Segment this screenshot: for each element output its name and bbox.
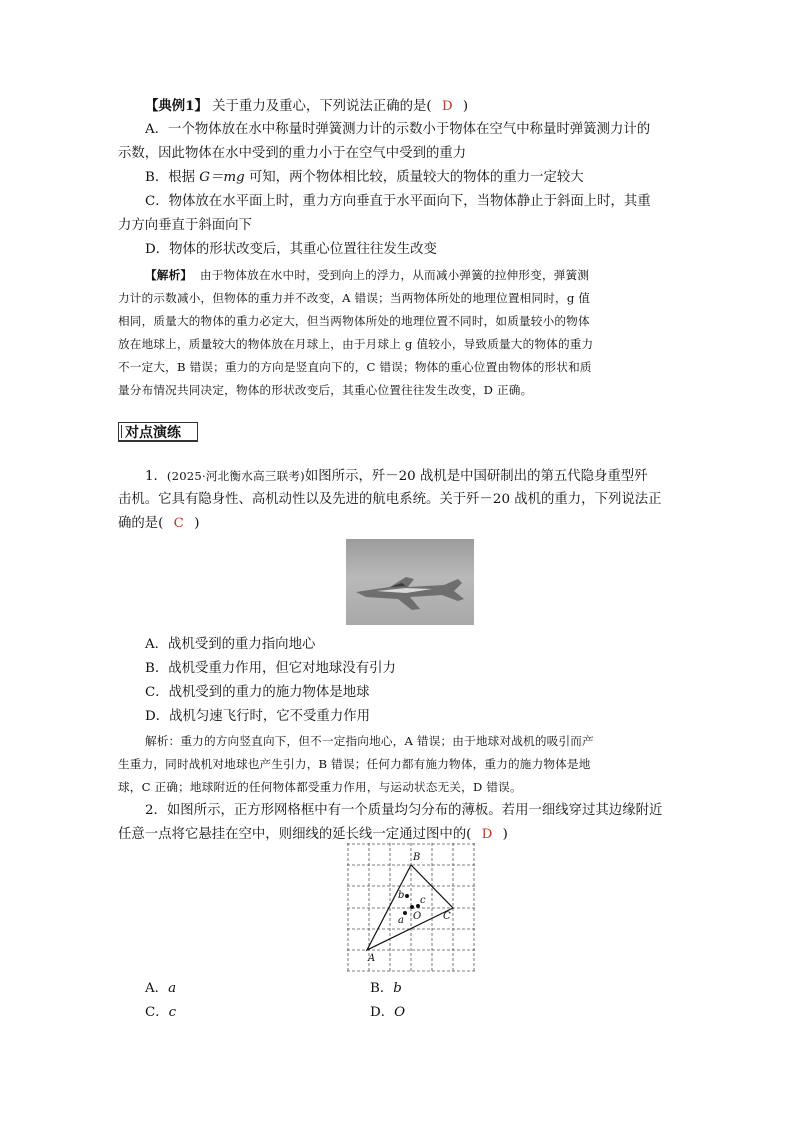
q2-line2-pre: 任意一点将它悬挂在空中，则细线的延长线一定通过图中的( [118, 827, 472, 842]
example-analysis-line3: 相同，质量大的物体的重力必定大，但当两物体所处的地理位置不同时，如质量较小的物体 [118, 314, 590, 328]
example-option-b-pre: B．根据 [145, 170, 200, 185]
q1-source: (2025·河北衡水高三联考) [166, 469, 305, 483]
q1-line1 [145, 468, 648, 485]
q1-line3-pre: 确的是( [118, 516, 164, 531]
fighter-jet-image [346, 539, 474, 625]
q1-option-d: D．战机匀速飞行时，它不受重力作用 [145, 709, 370, 724]
label-a: a [398, 915, 404, 926]
point-o [410, 905, 414, 909]
q1-analysis-line3: 球，C 正确；地球附近的任何物体都受重力作用，与运动状态无关，D 错误。 [118, 780, 522, 794]
label-C: C [443, 911, 451, 922]
example-answer: D [441, 99, 453, 114]
q2-option-b-value: b [393, 981, 402, 996]
example-tag: 【典例1】 [145, 98, 208, 114]
q2-answer: D [481, 827, 493, 842]
q2-option-c [145, 1005, 176, 1021]
q2-option-d-value: O [394, 1005, 406, 1020]
q1-answer: C [173, 516, 184, 531]
q2-line1: 2．如图所示，正方形网格框中有一个质量均匀分布的薄板。若用一细线穿过其边缘附近 [145, 803, 663, 818]
example-option-a-line2: 示数，因此物体在水中受到的重力小于在空气中受到的重力 [118, 146, 467, 161]
analysis-text-0: 由于物体放在水中时，受到向上的浮力，从而减小弹簧的拉伸形变，弹簧测 [199, 268, 590, 282]
example-option-c-line2: 力方向垂直于斜面向下 [118, 218, 252, 233]
label-b: b [398, 890, 405, 901]
analysis-tag: 【解析】 [145, 268, 193, 282]
q1-option-b: B．战机受重力作用，但它对地球没有引力 [145, 661, 396, 676]
q1-analysis-line1: 解析：重力的方向竖直向下，但不一定指向地心，A 错误；由于地球对战机的吸引而产 [145, 734, 594, 748]
label-O: O [413, 911, 422, 922]
example-analysis-line2: 力计的示数减小，但物体的重力并不改变，A 错误；当两物体所处的地理位置相同时，g 值 [118, 291, 591, 305]
q2-option-a-label: A． [145, 981, 169, 996]
example-analysis-line1 [145, 267, 589, 283]
q1-analysis-line2: 生重力，同时战机对地球也产生引力，B 错误；任何力都有施力物体，重力的施力物体是地 [118, 757, 591, 771]
q2-option-d [370, 1005, 405, 1021]
example-option-b-post: 可知，两个物体相比较，质量较大的物体的重力一定较大 [244, 170, 584, 185]
q2-line2 [118, 827, 508, 843]
q1-option-c: C．战机受到的重力的施力物体是地球 [145, 685, 370, 700]
q2-option-d-label: D． [370, 1005, 395, 1020]
grid-figure [347, 843, 475, 977]
q1-line3 [118, 516, 199, 532]
example-question [145, 98, 468, 115]
q1-line2: 击机。它具有隐身性、高机动性以及先进的航电系统。关于歼－20 战机的重力，下列说法正 [118, 492, 662, 507]
section-title: 对点演练 [118, 422, 198, 442]
example-option-c-line1: C．物体放在水平面上时，重力方向垂直于水平面向下，当物体静止于斜面上时，其重 [145, 194, 651, 209]
q2-option-b-label: B． [370, 981, 394, 996]
label-A: A [368, 953, 376, 964]
q1-option-a: A．战机受到的重力指向地心 [145, 637, 316, 652]
example-option-b-formula: G＝mg [199, 170, 245, 185]
q2-option-b [370, 981, 402, 997]
example-question-text: 关于重力及重心，下列说法正确的是( [212, 99, 432, 114]
example-analysis-line4: 放在地球上，质量较大的物体放在月球上，由于月球上 g 值较小，导致质量大的物体的重力 [118, 337, 594, 351]
q1-number: 1． [145, 469, 167, 484]
q2-option-a [145, 981, 176, 997]
example-analysis-line5: 不一定大，B 错误；重力的方向是竖直向下的，C 错误；物体的重心位置由物体的形状和质 [118, 360, 592, 374]
q1-close: ) [194, 516, 200, 531]
q2-option-a-value: a [168, 981, 177, 996]
example-option-d: D．物体的形状改变后，其重心位置往往发生改变 [145, 242, 437, 257]
q2-option-c-value: c [168, 1005, 177, 1020]
triangle-plate [367, 865, 453, 950]
example-option-b [145, 170, 584, 186]
label-c: c [420, 895, 426, 906]
example-analysis-line6: 量分布情况共同决定，物体的形状改变后，其重心位置往往发生改变，D 正确。 [118, 383, 533, 397]
q2-option-c-label: C． [145, 1005, 169, 1020]
example-option-a-line1: A．一个物体放在水中称量时弹簧测力计的示数小于物体在空气中称量时弹簧测力计的 [145, 122, 651, 137]
q1-line1-text: 如图所示，歼－20 战机是中国研制出的第五代隐身重型歼 [304, 469, 648, 484]
label-B: B [413, 852, 421, 863]
q2-close: ) [502, 827, 508, 842]
point-b [405, 894, 409, 898]
example-close: ) [462, 99, 469, 114]
